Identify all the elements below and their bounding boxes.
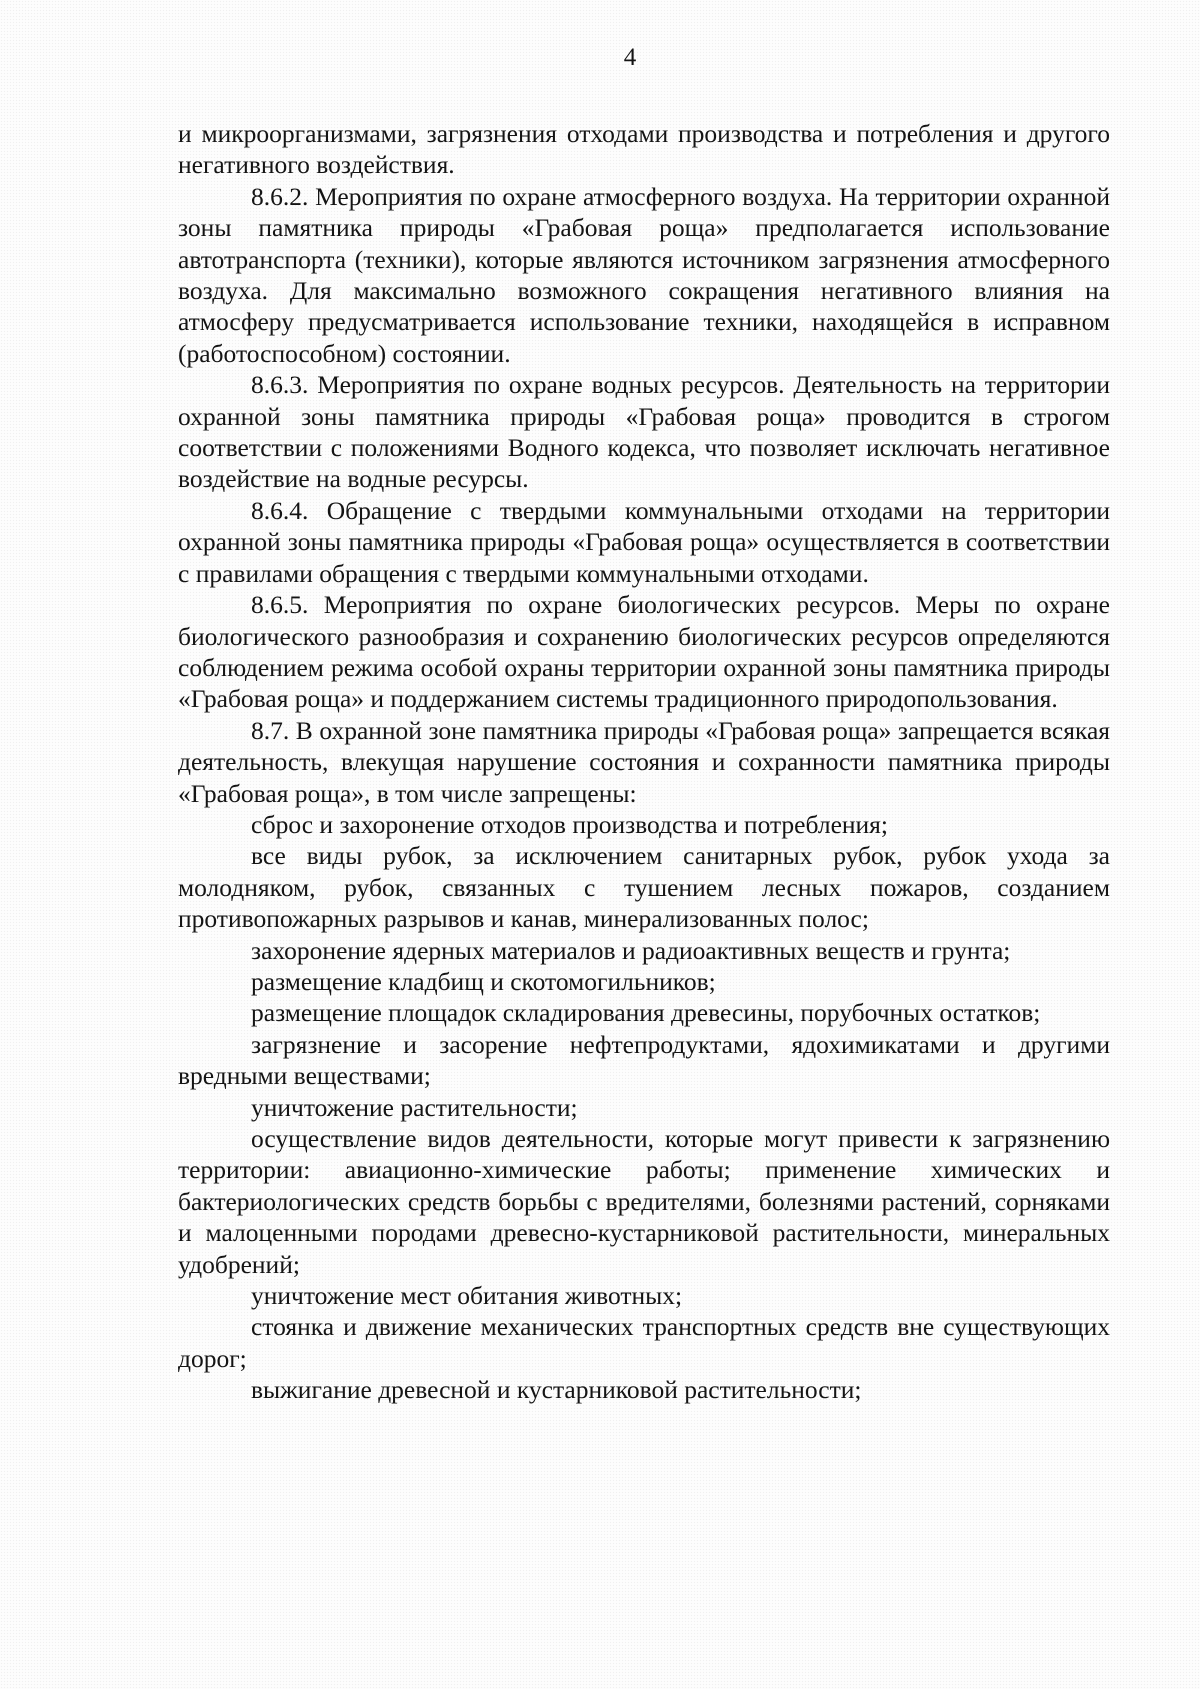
paragraph: уничтожение растительности;: [251, 1092, 578, 1122]
paragraph: 8.6.4. Обращение с твердыми коммунальными отходами на территории охранной зоны памятника природы «Грабовая роща» осуществляется в соответствии с правилами обращения с твердыми коммунальными отходами.: [178, 495, 1110, 588]
paragraph: размещение кладбищ и скотомогильников;: [251, 966, 716, 996]
document-body: [178, 118, 1110, 1406]
paragraph: 8.6.3. Мероприятия по охране водных ресурсов. Деятельность на территории охранной зоны памятника природы «Грабовая роща» проводится в строгом соответствии с положениями Водного кодекса, что позволяет исключать негативное воздействие на водные ресурсы.: [178, 370, 1110, 494]
paragraph: захоронение ядерных материалов и радиоактивных веществ и грунта;: [251, 935, 1011, 965]
paragraph: выжигание древесной и кустарниковой растительности;: [251, 1375, 862, 1405]
page-number: 4: [623, 44, 637, 71]
paragraph: стоянка и движение механических транспортных средств вне существующих дорог;: [178, 1312, 1110, 1373]
paragraph: 8.6.2. Мероприятия по охране атмосферного воздуха. На территории охранной зоны памятника природы «Грабовая роща» предполагается использование автотранспорта (техники), которые являются источником загрязнения атмосферного воздуха. Для максимально возможного сокращения негативного влияния на атмосферу предусматривается использование техники, находящейся в исправном (работоспособном) состоянии.: [178, 181, 1110, 368]
paragraph: загрязнение и засорение нефтепродуктами, ядохимикатами и другими вредными веществами;: [178, 1029, 1110, 1091]
paragraph: все виды рубок, за исключением санитарных рубок, рубок ухода за молодняком, рубок, связанных с тушением лесных пожаров, созданием противопожарных разрывов и канав, минерализованных полос;: [178, 841, 1110, 934]
paragraph: и микроорганизмами, загрязнения отходами производства и потребления и другого негативного воздействия.: [178, 119, 1110, 180]
paragraph: уничтожение мест обитания животных;: [251, 1281, 683, 1311]
paragraph: 8.7. В охранной зоне памятника природы «Грабовая роща» запрещается всякая деятельность, влекущая нарушение состояния и сохранности памятника природы «Грабовая роща», в том числе запрещены:: [178, 715, 1110, 808]
paragraph: осуществление видов деятельности, которые могут привести к загрязнению территории: авиационно-химические работы; применение химических и бактериологических средств борьбы с вредителями, болезнями растений, сорняками и малоценными породами древесно-кустарниковой растительности, минеральных удобрений;: [178, 1124, 1110, 1279]
paragraph: сброс и захоронение отходов производства и потребления;: [251, 809, 888, 839]
paragraph: 8.6.5. Мероприятия по охране биологических ресурсов. Меры по охране биологического разнообразия и сохранению биологических ресурсов определяются соблюдением режима особой охраны территории охранной зоны памятника природы «Грабовая роща» и поддержанием системы традиционного природопользования.: [178, 590, 1110, 714]
paragraph: размещение площадок складирования древесины, порубочных остатков;: [251, 998, 1041, 1028]
